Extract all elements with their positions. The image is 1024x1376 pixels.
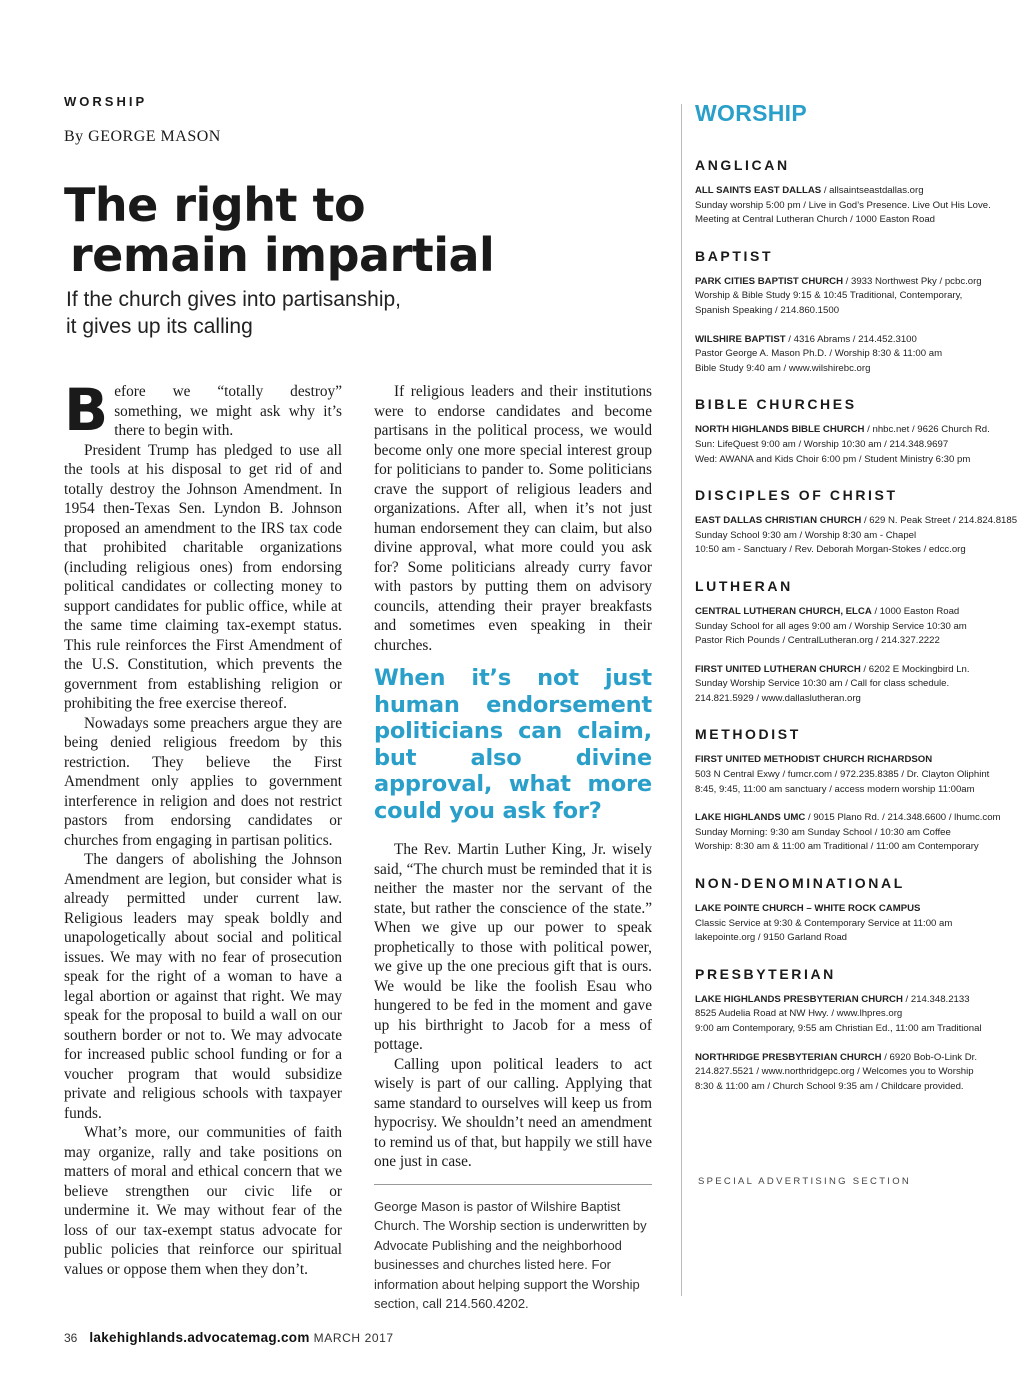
- page-footer: [64, 1330, 394, 1345]
- church-name: NORTHRIDGE PRESBYTERIAN CHURCH: [695, 1051, 882, 1063]
- website-link[interactable]: lakehighlands.advocatemag.com: [89, 1330, 310, 1345]
- listing-details: / 4316 Abrams / 214.452.3100: [785, 333, 917, 345]
- denomination-group: [695, 875, 995, 946]
- dek-line-1: If the church gives into partisanship,: [66, 288, 402, 311]
- listing-line2: Pastor George A. Mason Ph.D. / Worship 8:30 & 11:00 am: [695, 348, 943, 360]
- listing-line2: Sunday Worship Service 10:30 am / Call for class schedule.: [695, 678, 950, 690]
- listing-line-1: [695, 333, 995, 348]
- listing-details: / 214.348.2133: [902, 993, 970, 1005]
- church-listing: [695, 1051, 995, 1095]
- listing-line3: Meeting at Central Lutheran Church / 1000 Easton Road: [695, 214, 935, 226]
- denomination-heading: BAPTIST: [695, 247, 774, 264]
- listing-line2: Classic Service at 9:30 & Contemporary Service at 11:00 am: [695, 917, 953, 929]
- denomination-group: [695, 157, 995, 228]
- church-listing: [695, 993, 995, 1037]
- listing-details: / nhbc.net / 9626 Church Rd.: [864, 424, 990, 436]
- denomination-heading: LUTHERAN: [695, 577, 793, 594]
- paragraph-2: President Trump has pledged to use all the tools at his disposal to get rid of and totally destroy the Johnson Amendment. In 1954 then-Texas Sen. Lyndon B. Johnson proposed an amendment to the IRS tax code that prohibited charitable organizations (including religious ones) from endorsing political candidates or collecting money to support candidates for public office, while at the same time claiming tax-exempt status. This rule reinforces the First Amendment of the U.S. Constitution, which prevents the government from establishing religion or prohibiting the free exercise thereof.: [64, 441, 342, 712]
- listing-line2: Sunday School for all ages 9:00 am / Worship Service 10:30 am: [695, 620, 967, 632]
- listing-line2: 8525 Audelia Road at NW Hwy. / www.lhpres.org: [695, 1008, 903, 1020]
- listing-line2: Sunday worship 5:00 pm / Live in God’s Presence. Live Out His Love.: [695, 199, 991, 211]
- author-note: George Mason is pastor of Wilshire Baptist Church. The Worship section is underwritten by Advocate Publishing and the neighborhood businesses and churches listed here. For information about helping support the Worship section, call 214.560.4202.: [374, 1198, 647, 1311]
- church-name: CENTRAL LUTHERAN CHURCH, ELCA: [695, 605, 872, 617]
- listing-details: / 3933 Northwest Pky / pcbc.org: [843, 275, 982, 287]
- denomination-heading: BIBLE CHURCHES: [695, 396, 857, 413]
- headline: [64, 180, 504, 280]
- denomination-group: [695, 487, 1018, 558]
- listing-line3: 214.821.5929 / www.dallaslutheran.org: [695, 692, 861, 704]
- paragraph-3: Nowadays some preachers argue they are being denied religious freedom by this restriction. They believe the First Amendment only applies to government interference in religion and does not restrict pastors from endorsing candidates or churches from engaging in partisan politics.: [64, 714, 342, 849]
- listing-line3: Spanish Speaking / 214.860.1500: [695, 304, 840, 316]
- denomination-heading: ANGLICAN: [695, 157, 790, 173]
- column-divider: [681, 104, 682, 1296]
- article-column-1: [64, 376, 342, 1279]
- section-kicker: WORSHIP: [64, 94, 148, 109]
- denomination-group: [695, 396, 995, 467]
- listing-line2: 503 N Central Exwy / fumcr.com / 972.235.8385 / Dr. Clayton Oliphint: [695, 769, 990, 781]
- denomination-group: [695, 966, 995, 1095]
- listing-line3: 9:00 am Contemporary, 9:55 am Christian Ed., 11:00 am Traditional: [695, 1023, 982, 1034]
- listing-line2: Sunday Morning: 9:30 am Sunday School / 10:30 am Coffee: [695, 826, 951, 838]
- listing-details: / allsaintseastdallas.org: [821, 185, 924, 196]
- listing-details: / 629 N. Peak Street / 214.824.8185: [861, 515, 1018, 527]
- church-listing: [695, 753, 995, 797]
- listing-line-1: [695, 423, 995, 438]
- denomination-heading: PRESBYTERIAN: [695, 965, 836, 982]
- listing-line3: 8:30 & 11:00 am / Church School 9:35 am / Childcare provided.: [695, 1080, 964, 1092]
- church-listing: [695, 902, 995, 946]
- listing-line-1: [695, 663, 995, 678]
- church-name: FIRST UNITED METHODIST CHURCH RICHARDSON: [695, 754, 933, 766]
- church-listing: [695, 275, 995, 319]
- denomination-group: [695, 726, 1001, 855]
- headline-line-1: The right to: [64, 178, 366, 232]
- listing-line2: Sun: LifeQuest 9:00 am / Worship 10:30 am / 214.348.9697: [695, 438, 949, 450]
- church-name: PARK CITIES BAPTIST CHURCH: [695, 275, 843, 287]
- listing-line3: 10:50 am - Sanctuary / Rev. Deborah Morgan-Stokes / edcc.org: [695, 544, 966, 556]
- church-listing: [695, 333, 995, 377]
- issue-date: MARCH 2017: [313, 1331, 394, 1345]
- denomination-heading: METHODIST: [695, 726, 801, 743]
- paragraph-6: If religious leaders and their institutions were to endorse candidates and become partisans in the political process, we would become only one more special interest group for politicians to pander to. Some politicians crave the support of religious leaders and organizations. After all, when it’s not just human endorsement they can claim, but also divine approval, what more could you ask for? Some politicians already curry favor with pastors by putting them on advisory councils, attending their prayer breakfasts and sometimes even speaking in their churches.: [374, 383, 652, 654]
- church-listing: [695, 605, 995, 649]
- church-name: WILSHIRE BAPTIST: [695, 333, 786, 345]
- paragraph-8: Calling upon political leaders to act wisely is part of our calling. Applying that same standard to ourselves will keep us from hypocrisy. We shouldn’t need an amendment to remind us of that, but happily we still have one just in case.: [374, 1055, 652, 1170]
- listing-line-1: [695, 993, 995, 1008]
- church-name: FIRST UNITED LUTHERAN CHURCH: [695, 663, 861, 675]
- listing-line3: Wed: AWANA and Kids Choir 6:00 pm / Student Ministry 6:30 pm: [695, 453, 971, 465]
- listing-line2: Sunday School 9:30 am / Worship 8:30 am - Chapel: [695, 529, 917, 541]
- dek: [66, 286, 486, 340]
- denomination-heading: NON-DENOMINATIONAL: [695, 875, 905, 892]
- page-number: 36: [64, 1331, 78, 1345]
- listing-details: / 6202 E Mockingbird Ln.: [860, 663, 970, 675]
- listing-line-1: [695, 514, 1018, 529]
- paragraph-4: The dangers of abolishing the Johnson Amendment are legion, but consider what is already permitted under current law. Religious leaders may speak boldly and unapologetically about social and political issues. We may with no fear of prosecution speak for the right of a woman to have a legal abortion or against that right. We may speak for the proposal to build a wall on our southern border or not to. We may advocate for increased public school funding or for a voucher program that would subsidize private and religious schools with taxpayer funds.: [64, 851, 342, 1122]
- listing-line-1: [695, 184, 995, 199]
- headline-line-2: remain impartial: [70, 228, 495, 282]
- church-name: LAKE HIGHLANDS UMC: [695, 812, 806, 824]
- church-listing: [695, 184, 995, 228]
- church-name: LAKE POINTE CHURCH – WHITE ROCK CAMPUS: [695, 903, 921, 915]
- listing-line2: 214.827.5521 / www.northridgepc.org / Welcomes you to Worship: [695, 1066, 974, 1078]
- listing-details: / 9015 Plano Rd. / 214.348.6600 / lhumc.com: [805, 812, 1001, 824]
- listing-line-1: [695, 605, 995, 620]
- listing-line-1: [695, 275, 995, 290]
- listing-line3: Worship: 8:30 am & 11:00 am Traditional / 11:00 am Contemporary: [695, 841, 979, 853]
- listing-details: / 6920 Bob-O-Link Dr.: [881, 1051, 978, 1063]
- listing-line-1: [695, 753, 995, 768]
- paragraph-1: [64, 376, 342, 444]
- byline: By GEORGE MASON: [64, 128, 221, 145]
- listing-line2: Worship & Bible Study 9:15 & 10:45 Traditional, Contemporary,: [695, 290, 963, 302]
- listing-line3: 8:45, 9:45, 11:00 am sanctuary / access modern worship 11:00am: [695, 783, 975, 795]
- special-advertising-label: SPECIAL ADVERTISING SECTION: [698, 1176, 912, 1187]
- church-name: EAST DALLAS CHRISTIAN CHURCH: [695, 515, 862, 527]
- church-listing: [695, 514, 1018, 558]
- listing-line3: lakepointe.org / 9150 Garland Road: [695, 932, 848, 944]
- church-name: ALL SAINTS EAST DALLAS: [695, 185, 822, 196]
- divider: [374, 1184, 652, 1185]
- church-listing: [695, 663, 995, 707]
- listing-line-1: [695, 902, 995, 917]
- paragraph-1-text: efore we “totally destroy” something, we might ask why it’s there to begin with.: [114, 383, 342, 439]
- church-listing: [695, 811, 1001, 855]
- drop-cap: B: [64, 376, 109, 444]
- listing-line-1: [695, 811, 1001, 826]
- dek-line-2: it gives up its calling: [66, 315, 253, 338]
- church-listing: [695, 423, 995, 467]
- denomination-heading: DISCIPLES OF CHRIST: [695, 487, 898, 504]
- church-name: NORTH HIGHLANDS BIBLE CHURCH: [695, 424, 865, 436]
- paragraph-7: The Rev. Martin Luther King, Jr. wisely said, “The church must be reminded that it is neither the master nor the servant of the state, but rather the conscience of the state.” When we give up our power to speak prophetically to those with political power, we give up the one precious gift that is ours. We would be like the foolish Esau who hungered to be fed in the moment and gave up his birthright to Jacob for a mess of pottage.: [374, 841, 652, 1053]
- listing-line-1: [695, 1051, 995, 1066]
- church-name: LAKE HIGHLANDS PRESBYTERIAN CHURCH: [695, 993, 903, 1005]
- listing-line3: Bible Study 9:40 am / www.wilshirebc.org: [695, 362, 871, 374]
- listing-details: / 1000 Easton Road: [871, 605, 960, 617]
- directory-groups: [695, 157, 1018, 1094]
- worship-directory: [695, 100, 1018, 1114]
- directory-title: WORSHIP: [695, 100, 807, 126]
- denomination-group: [695, 578, 995, 707]
- denomination-group: [695, 248, 995, 377]
- pull-quote: When it’s not just human endorsement politicians can claim, but also divine approval, what more could you ask for?: [374, 665, 652, 824]
- listing-line3: Pastor Rich Pounds / CentralLutheran.org / 214.327.2222: [695, 635, 940, 647]
- paragraph-5: What’s more, our communities of faith may organize, rally and take positions on matters of moral and ethical concern that we believe strengthen our civic life or undermine it. We may without fear of the loss of our tax-exempt status advocate for public policies that reinforce our spiritual values or oppose them when they don’t.: [64, 1124, 342, 1278]
- article-column-2: [374, 382, 652, 1314]
